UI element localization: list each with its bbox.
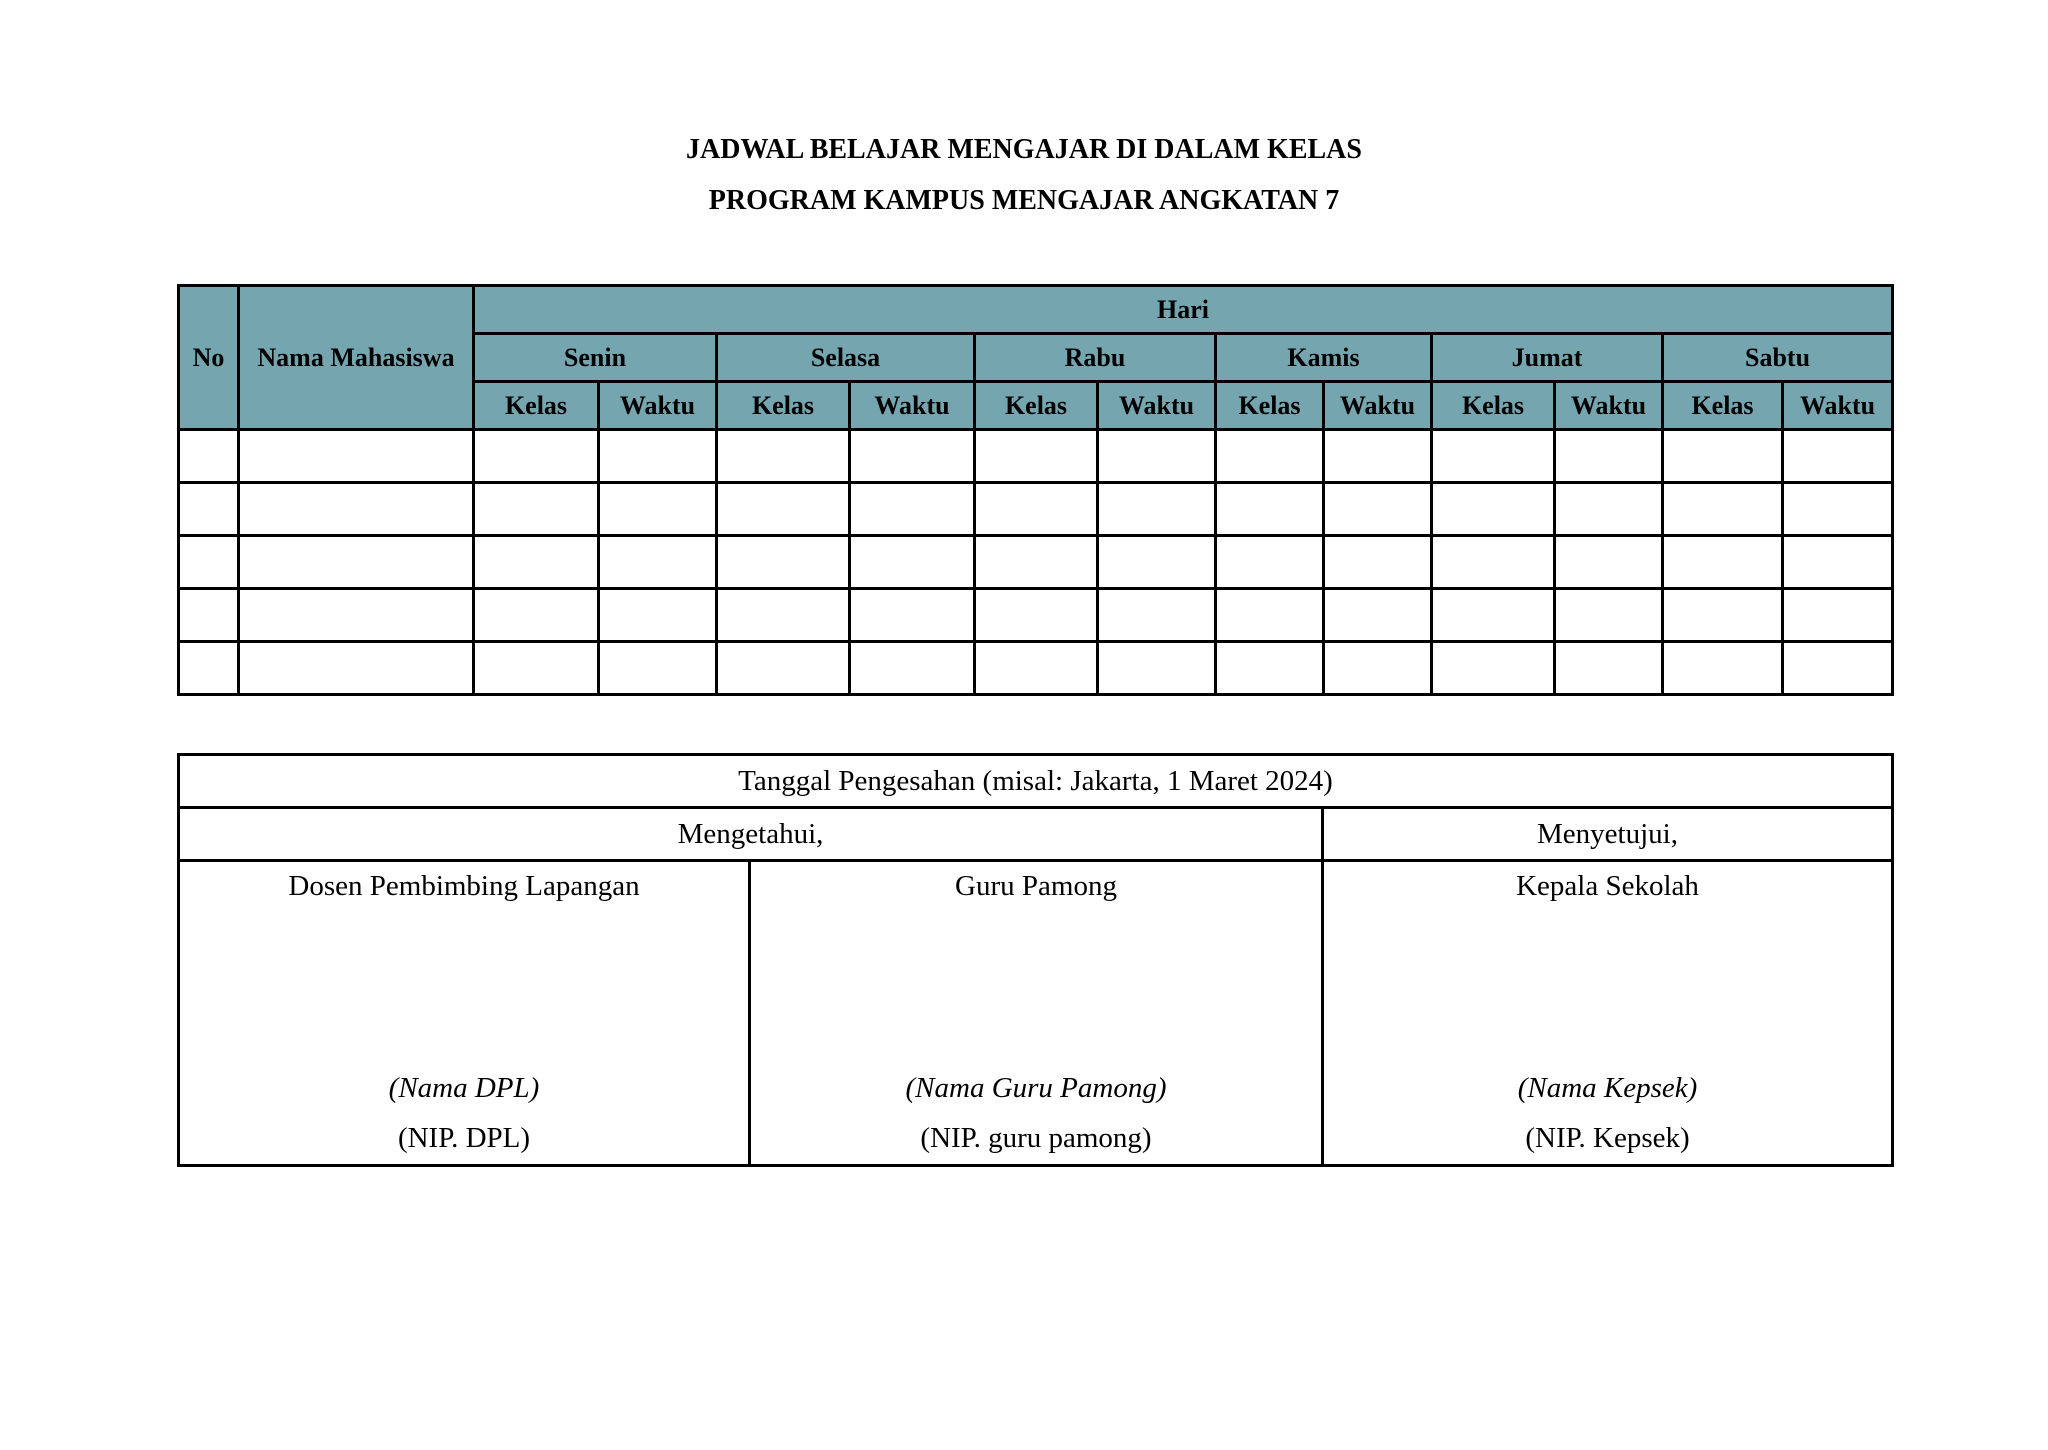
cell-nama-mahasiswa[interactable] xyxy=(239,483,474,536)
table-row xyxy=(179,483,1893,536)
signature-block-kepala-sekolah xyxy=(1323,861,1893,1166)
cell-nama-mahasiswa[interactable] xyxy=(239,536,474,589)
cell-waktu[interactable] xyxy=(1555,589,1663,642)
header-day-senin: Senin xyxy=(474,334,717,382)
cell-waktu[interactable] xyxy=(599,589,717,642)
cell-waktu[interactable] xyxy=(850,483,975,536)
table-row xyxy=(179,536,1893,589)
header-waktu-senin: Waktu xyxy=(599,382,717,430)
signatory-role: Dosen Pembimbing Lapangan xyxy=(288,870,640,902)
cell-kelas[interactable] xyxy=(975,483,1098,536)
schedule-table xyxy=(177,284,1894,696)
cell-kelas[interactable] xyxy=(474,430,599,483)
cell-waktu[interactable] xyxy=(850,430,975,483)
signatory-name[interactable]: (Nama Guru Pamong) xyxy=(905,1072,1167,1104)
header-day-kamis: Kamis xyxy=(1216,334,1432,382)
cell-kelas[interactable] xyxy=(1663,430,1783,483)
cell-kelas[interactable] xyxy=(1432,642,1555,695)
cell-kelas[interactable] xyxy=(474,536,599,589)
cell-kelas[interactable] xyxy=(1216,483,1324,536)
cell-kelas[interactable] xyxy=(975,642,1098,695)
cell-waktu[interactable] xyxy=(1324,430,1432,483)
cell-no[interactable] xyxy=(179,483,239,536)
header-day-sabtu: Sabtu xyxy=(1663,334,1893,382)
cell-kelas[interactable] xyxy=(975,536,1098,589)
signatory-role: Guru Pamong xyxy=(955,870,1117,902)
header-day-selasa: Selasa xyxy=(717,334,975,382)
cell-no[interactable] xyxy=(179,589,239,642)
cell-waktu[interactable] xyxy=(1324,483,1432,536)
cell-kelas[interactable] xyxy=(1432,483,1555,536)
signatory-nip[interactable]: (NIP. DPL) xyxy=(397,1122,531,1154)
header-hari: Hari xyxy=(474,286,1893,334)
cell-waktu[interactable] xyxy=(1783,430,1893,483)
signatory-role: Kepala Sekolah xyxy=(1516,870,1699,902)
header-no: No xyxy=(179,286,239,430)
cell-waktu[interactable] xyxy=(1098,642,1216,695)
header-kelas-rabu: Kelas xyxy=(975,382,1098,430)
cell-kelas[interactable] xyxy=(1216,589,1324,642)
cell-waktu[interactable] xyxy=(1555,483,1663,536)
cell-kelas[interactable] xyxy=(975,430,1098,483)
header-waktu-selasa: Waktu xyxy=(850,382,975,430)
cell-waktu[interactable] xyxy=(850,536,975,589)
signature-block-dpl xyxy=(179,861,750,1166)
header-kelas-sabtu: Kelas xyxy=(1663,382,1783,430)
cell-nama-mahasiswa[interactable] xyxy=(239,430,474,483)
document-title: JADWAL BELAJAR MENGAJAR DI DALAM KELAS xyxy=(686,134,1362,165)
cell-waktu[interactable] xyxy=(1783,483,1893,536)
cell-waktu[interactable] xyxy=(1555,642,1663,695)
cell-kelas[interactable] xyxy=(474,589,599,642)
cell-waktu[interactable] xyxy=(850,642,975,695)
header-day-rabu: Rabu xyxy=(975,334,1216,382)
cell-waktu[interactable] xyxy=(1098,483,1216,536)
approval-date[interactable]: Tanggal Pengesahan (misal: Jakarta, 1 Maret 2024) xyxy=(179,755,1893,808)
cell-kelas[interactable] xyxy=(1663,589,1783,642)
cell-kelas[interactable] xyxy=(1216,536,1324,589)
header-waktu-jumat: Waktu xyxy=(1555,382,1663,430)
cell-waktu[interactable] xyxy=(850,589,975,642)
signatory-name[interactable]: (Nama DPL) xyxy=(388,1072,540,1104)
approval-table xyxy=(177,753,1894,1167)
cell-waktu[interactable] xyxy=(1324,642,1432,695)
cell-waktu[interactable] xyxy=(1783,536,1893,589)
cell-kelas[interactable] xyxy=(474,642,599,695)
table-row xyxy=(179,430,1893,483)
header-waktu-sabtu: Waktu xyxy=(1783,382,1893,430)
cell-nama-mahasiswa[interactable] xyxy=(239,589,474,642)
header-nama-mahasiswa: Nama Mahasiswa xyxy=(239,286,474,430)
table-row xyxy=(179,589,1893,642)
cell-kelas[interactable] xyxy=(1663,536,1783,589)
cell-kelas[interactable] xyxy=(1432,430,1555,483)
cell-kelas[interactable] xyxy=(1663,483,1783,536)
cell-waktu[interactable] xyxy=(1555,430,1663,483)
cell-waktu[interactable] xyxy=(599,536,717,589)
signature-block-guru-pamong xyxy=(750,861,1323,1166)
table-row xyxy=(179,642,1893,695)
header-kelas-kamis: Kelas xyxy=(1216,382,1324,430)
cell-kelas[interactable] xyxy=(1663,642,1783,695)
cell-waktu[interactable] xyxy=(1555,536,1663,589)
header-day-jumat: Jumat xyxy=(1432,334,1663,382)
cell-waktu[interactable] xyxy=(1098,430,1216,483)
cell-kelas[interactable] xyxy=(717,642,850,695)
header-waktu-rabu: Waktu xyxy=(1098,382,1216,430)
cell-kelas[interactable] xyxy=(474,483,599,536)
cell-kelas[interactable] xyxy=(1432,536,1555,589)
cell-waktu[interactable] xyxy=(1324,536,1432,589)
cell-waktu[interactable] xyxy=(599,483,717,536)
header-waktu-kamis: Waktu xyxy=(1324,382,1432,430)
signatory-nip[interactable]: (NIP. Kepsek) xyxy=(1525,1122,1690,1154)
cell-kelas[interactable] xyxy=(1432,589,1555,642)
cell-no[interactable] xyxy=(179,430,239,483)
cell-kelas[interactable] xyxy=(1216,642,1324,695)
cell-nama-mahasiswa[interactable] xyxy=(239,642,474,695)
cell-kelas[interactable] xyxy=(717,430,850,483)
cell-kelas[interactable] xyxy=(1216,430,1324,483)
cell-no[interactable] xyxy=(179,642,239,695)
signatory-nip[interactable]: (NIP. guru pamong) xyxy=(920,1122,1152,1154)
cell-kelas[interactable] xyxy=(717,589,850,642)
cell-waktu[interactable] xyxy=(1783,589,1893,642)
cell-kelas[interactable] xyxy=(717,483,850,536)
cell-kelas[interactable] xyxy=(975,589,1098,642)
header-kelas-selasa: Kelas xyxy=(717,382,850,430)
document-subtitle: PROGRAM KAMPUS MENGAJAR ANGKATAN 7 xyxy=(708,185,1340,216)
cell-kelas[interactable] xyxy=(717,536,850,589)
cell-waktu[interactable] xyxy=(599,642,717,695)
header-kelas-senin: Kelas xyxy=(474,382,599,430)
cell-waktu[interactable] xyxy=(1324,589,1432,642)
cell-waktu[interactable] xyxy=(599,430,717,483)
cell-no[interactable] xyxy=(179,536,239,589)
approval-menyetujui: Menyetujui, xyxy=(1323,808,1893,861)
header-kelas-jumat: Kelas xyxy=(1432,382,1555,430)
signatory-name[interactable]: (Nama Kepsek) xyxy=(1517,1072,1698,1104)
cell-waktu[interactable] xyxy=(1783,642,1893,695)
cell-waktu[interactable] xyxy=(1098,589,1216,642)
cell-waktu[interactable] xyxy=(1098,536,1216,589)
approval-mengetahui: Mengetahui, xyxy=(179,808,1323,861)
